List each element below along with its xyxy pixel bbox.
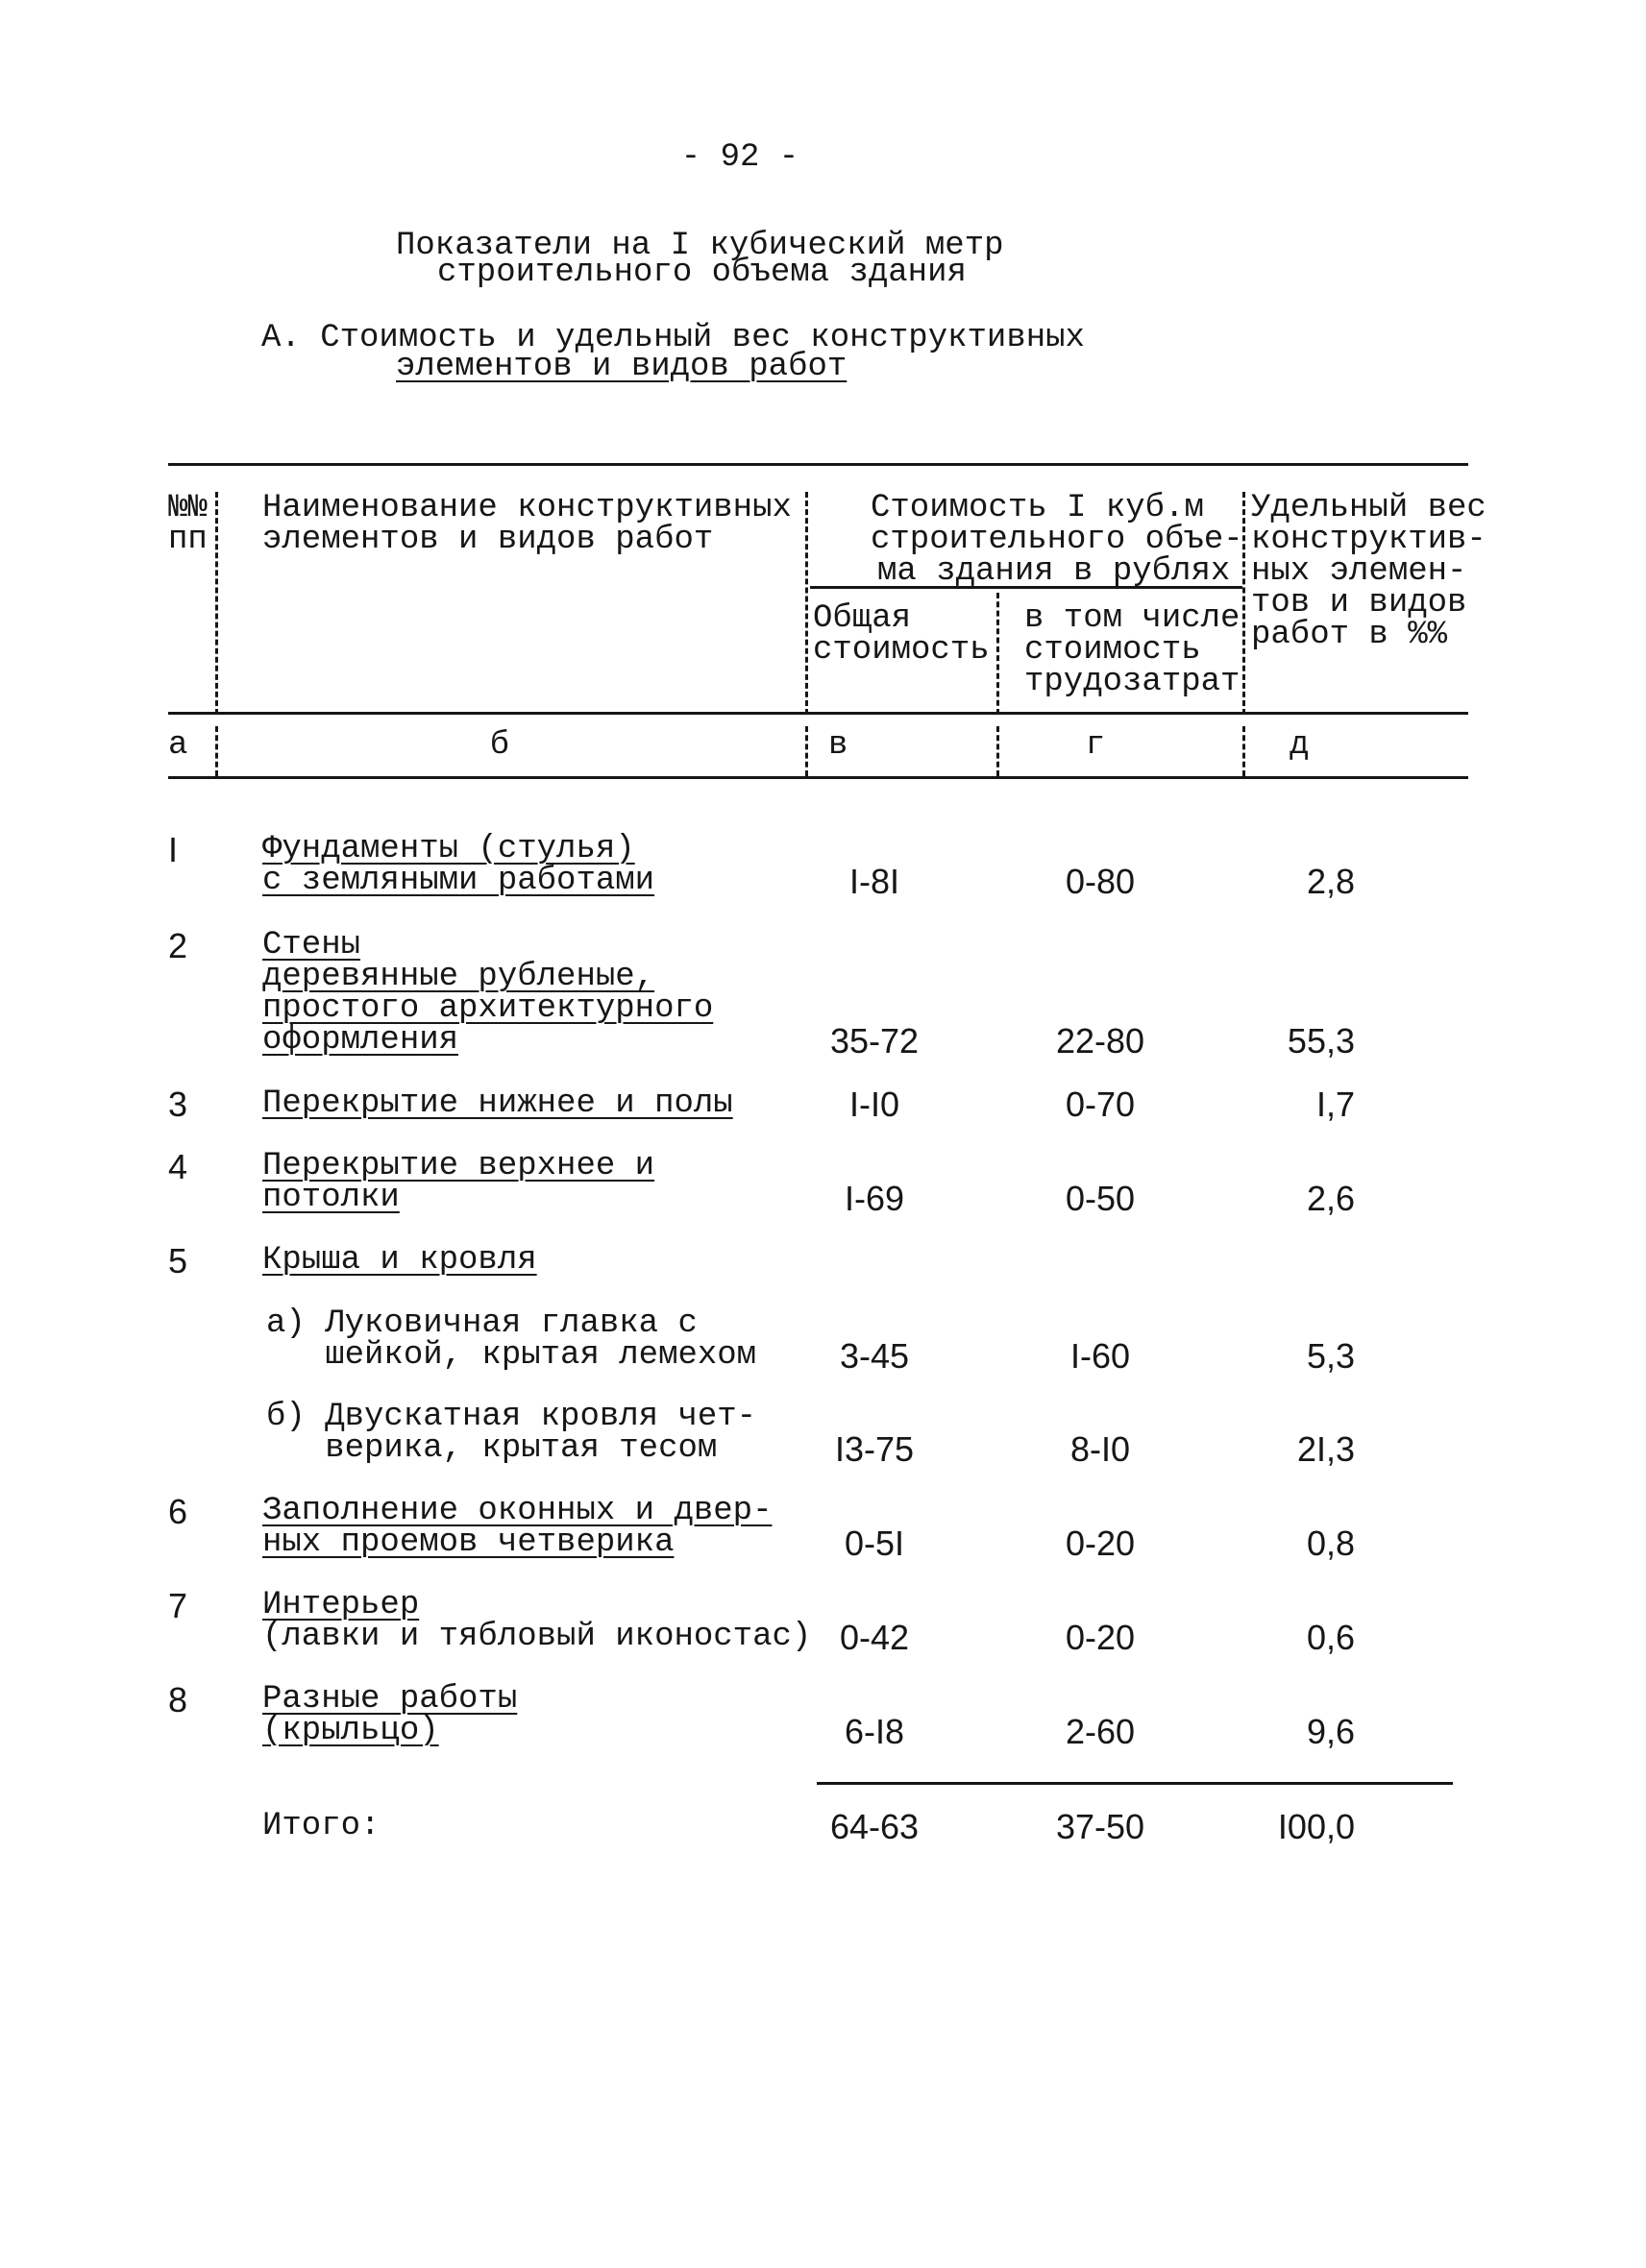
total-cost-sum: 64-63	[829, 1807, 920, 1846]
row-name-line: (лавки и тябловый иконостас)	[262, 1619, 812, 1655]
row-labor-cost: 0-50	[1065, 1179, 1136, 1218]
row-weight: 0,6	[1306, 1618, 1355, 1657]
row-weight: I,7	[1315, 1085, 1355, 1124]
header-weight-line: тов и видов	[1251, 585, 1467, 622]
column-letter-b: б	[489, 727, 510, 764]
letter-divider-1	[215, 726, 218, 776]
header-weight-line: Удельный вес	[1251, 490, 1486, 526]
letter-divider-4	[1242, 726, 1245, 776]
row-weight: 9,6	[1306, 1712, 1355, 1751]
row-total-cost: I-8I	[848, 862, 899, 901]
header-weight-line: конструктив-	[1251, 522, 1486, 558]
row-number: 5	[168, 1241, 188, 1280]
letter-divider-2	[805, 726, 808, 776]
col-divider-name	[805, 492, 808, 715]
section-heading-line-1: А. Стоимость и удельный вес конструктивных	[261, 320, 1085, 356]
column-letter-a: а	[168, 727, 188, 764]
row-number: 2	[168, 926, 188, 965]
section-heading-line-2: элементов и видов работ	[396, 349, 848, 385]
row-name-line: Интерьер	[262, 1587, 420, 1623]
header-num-line: №№	[168, 490, 208, 526]
row-name-line: а) Луковичная главка с	[266, 1305, 698, 1342]
total-label: Итого:	[262, 1808, 381, 1844]
row-total-cost: 0-5I	[844, 1524, 905, 1563]
row-total-cost: 3-45	[839, 1336, 910, 1376]
row-number: 4	[168, 1147, 188, 1186]
header-name-line: элементов и видов работ	[262, 522, 714, 558]
row-name-line: Разные работы	[262, 1681, 518, 1718]
totals-rule	[817, 1782, 1453, 1785]
row-name-line: Фундаменты (стулья)	[262, 831, 635, 867]
row-labor-cost: 0-70	[1065, 1085, 1136, 1124]
row-number: 6	[168, 1492, 188, 1531]
row-total-cost: I-69	[844, 1179, 905, 1218]
row-total-cost: 0-42	[839, 1618, 910, 1657]
header-weight-line: работ в %%	[1251, 617, 1448, 653]
letter-divider-3	[996, 726, 999, 776]
row-name-line: деревянные рубленые,	[262, 959, 655, 995]
row-weight: 5,3	[1306, 1336, 1355, 1376]
row-number: 7	[168, 1586, 188, 1625]
row-weight: 2I,3	[1296, 1429, 1355, 1469]
title-line-2: строительного объема здания	[437, 255, 967, 291]
row-name-line: Стены	[262, 927, 361, 963]
row-labor-cost: 8-I0	[1069, 1429, 1131, 1469]
row-name-line: Перекрытие верхнее и	[262, 1148, 655, 1184]
row-name-line: с земляными работами	[262, 863, 655, 899]
row-weight: 55,3	[1287, 1021, 1355, 1061]
row-name-line: ных проемов четверика	[262, 1524, 675, 1561]
header-cost-line: ма здания в рублях	[877, 553, 1231, 590]
col-divider-total	[996, 593, 999, 715]
row-name-line: шейкой, крытая лемехом	[266, 1337, 757, 1374]
row-labor-cost: 2-60	[1065, 1712, 1136, 1751]
header-cost-line: Стоимость I куб.м	[871, 490, 1204, 526]
letters-bottom-rule	[168, 776, 1468, 779]
row-name-line: б) Двускатная кровля чет-	[266, 1399, 757, 1435]
row-labor-cost: 0-20	[1065, 1618, 1136, 1657]
row-labor-cost: 0-80	[1065, 862, 1136, 901]
row-name-line: Заполнение оконных и двер-	[262, 1493, 773, 1529]
row-name-line: простого архитектурного	[262, 990, 714, 1027]
title-line-1: Показатели на I кубический метр	[396, 228, 1004, 264]
row-labor-cost: 22-80	[1055, 1021, 1145, 1061]
row-number: I	[168, 830, 179, 869]
row-total-cost: I-I0	[848, 1085, 899, 1124]
row-name-line: Перекрытие нижнее и полы	[262, 1085, 733, 1122]
row-name-line: Крыша и кровля	[262, 1242, 537, 1279]
row-name-line: (крыльцо)	[262, 1713, 439, 1749]
header-labor-line: стоимость	[1024, 632, 1201, 669]
row-name-line: оформления	[262, 1022, 459, 1059]
row-total-cost: 6-I8	[844, 1712, 905, 1751]
row-name-line: потолки	[262, 1180, 400, 1216]
header-weight-line: ных элемен-	[1251, 553, 1467, 590]
row-number: 3	[168, 1085, 188, 1124]
table-top-rule	[168, 463, 1468, 466]
column-letter-g: г	[1085, 727, 1106, 764]
header-cost-line: строительного объе-	[871, 522, 1243, 558]
col-divider-num	[215, 492, 218, 715]
header-name-line: Наименование конструктивных	[262, 490, 792, 526]
row-weight: 2,6	[1306, 1179, 1355, 1218]
total-labor-sum: 37-50	[1055, 1807, 1145, 1846]
header-labor-line: в том числе	[1024, 600, 1241, 637]
header-total-line: Общая	[813, 600, 912, 637]
row-total-cost: I3-75	[834, 1429, 915, 1469]
row-weight: 0,8	[1306, 1524, 1355, 1563]
column-letter-v: в	[828, 727, 848, 764]
header-total-line: стоимость	[813, 632, 990, 669]
row-name-line: верика, крытая тесом	[266, 1430, 718, 1467]
column-letter-d: д	[1290, 727, 1310, 764]
row-weight: 2,8	[1306, 862, 1355, 901]
header-num-line: пп	[168, 522, 208, 558]
row-labor-cost: 0-20	[1065, 1524, 1136, 1563]
row-labor-cost: I-60	[1069, 1336, 1131, 1376]
header-labor-line: трудозатрат	[1024, 664, 1241, 700]
row-number: 8	[168, 1680, 188, 1719]
row-total-cost: 35-72	[829, 1021, 920, 1061]
total-weight-sum: I00,0	[1277, 1807, 1355, 1846]
page-number: - 92 -	[680, 139, 799, 176]
header-bottom-rule	[168, 712, 1468, 715]
